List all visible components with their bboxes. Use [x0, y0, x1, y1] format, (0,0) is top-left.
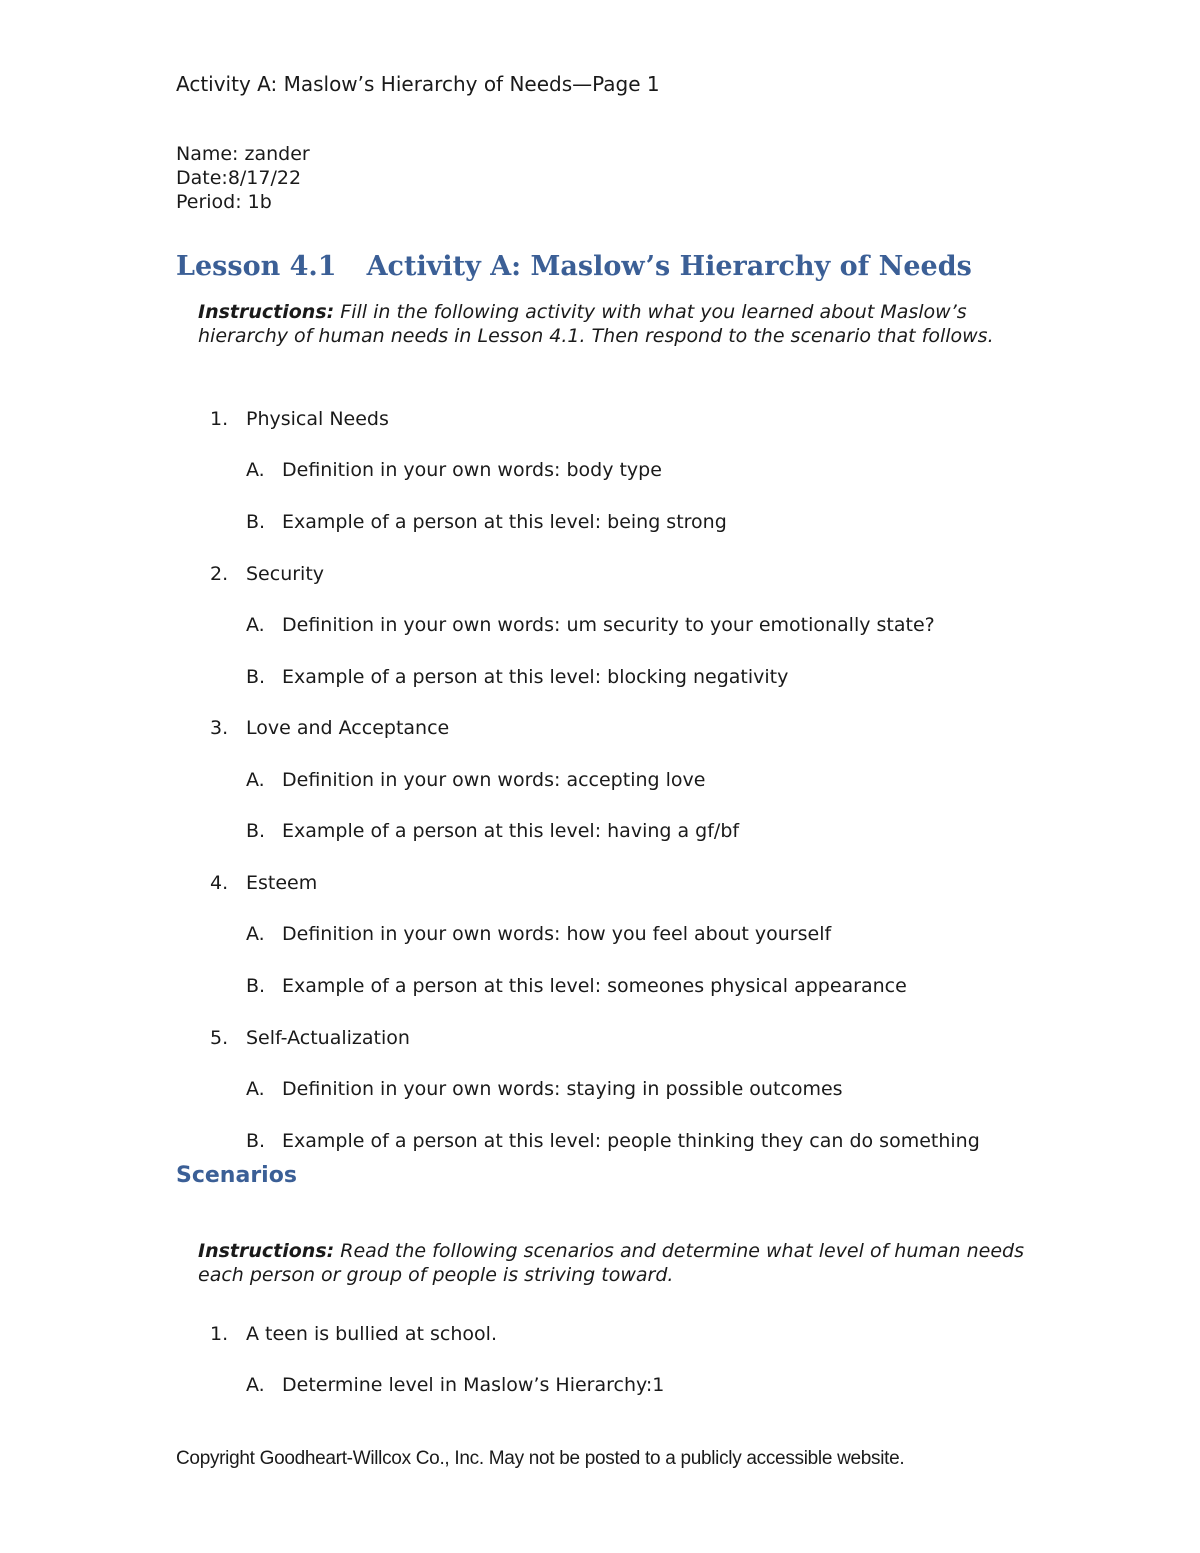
definition-answer: Definition in your own words: staying in possible outcomes	[282, 1078, 843, 1100]
need-number: 4.	[210, 872, 229, 894]
copyright-footer: Copyright Goodheart-Willcox Co., Inc. May not be posted to a publicly accessible website.	[176, 1448, 905, 1469]
definition-letter: A.	[246, 769, 265, 791]
example-letter: B.	[246, 820, 266, 842]
definition-answer: Definition in your own words: how you feel about yourself	[282, 923, 832, 945]
definition-letter: A.	[246, 1078, 265, 1100]
need-title: Esteem	[246, 872, 318, 894]
need-title: Love and Acceptance	[246, 717, 450, 739]
scenario-level-answer: Determine level in Maslow’s Hierarchy:1	[282, 1374, 665, 1396]
example-letter: B.	[246, 511, 266, 533]
date-line: Date:8/17/22	[176, 167, 302, 189]
scenario-instructions-text: Read the following scenarios and determine what level of human needs each person or group of people is striving toward.	[198, 1240, 1024, 1286]
example-letter: B.	[246, 666, 266, 688]
scenario-instructions-label: Instructions:	[198, 1240, 335, 1262]
definition-letter: A.	[246, 614, 265, 636]
scenarios-heading: Scenarios	[176, 1163, 297, 1188]
need-number: 5.	[210, 1027, 229, 1049]
example-answer: Example of a person at this level: blocking negativity	[282, 666, 789, 688]
need-number: 2.	[210, 563, 229, 585]
scenario-instructions	[198, 1239, 1028, 1287]
name-line: Name: zander	[176, 143, 310, 165]
instructions-text: Fill in the following activity with what you learned about Maslow’s hierarchy of human needs in Lesson 4.1. Then respond to the scenario that follows.	[198, 301, 994, 347]
example-letter: B.	[246, 975, 266, 997]
need-title: Physical Needs	[246, 408, 389, 430]
example-answer: Example of a person at this level: having a gf/bf	[282, 820, 740, 842]
example-answer: Example of a person at this level: someones physical appearance	[282, 975, 907, 997]
example-answer: Example of a person at this level: people thinking they can do something	[282, 1130, 980, 1152]
scenario-level-letter: A.	[246, 1374, 265, 1396]
definition-letter: A.	[246, 459, 265, 481]
scenario-text: A teen is bullied at school.	[246, 1323, 497, 1345]
definition-answer: Definition in your own words: accepting love	[282, 769, 706, 791]
need-title: Security	[246, 563, 325, 585]
need-number: 1.	[210, 408, 229, 430]
example-letter: B.	[246, 1130, 266, 1152]
definition-answer: Definition in your own words: um security to your emotionally state?	[282, 614, 935, 636]
page-header: Activity A: Maslow’s Hierarchy of Needs—Page 1	[176, 72, 660, 96]
need-number: 3.	[210, 717, 229, 739]
instructions-label: Instructions:	[198, 301, 335, 323]
scenario-number: 1.	[210, 1323, 229, 1345]
need-title: Self-Actualization	[246, 1027, 410, 1049]
instructions	[198, 300, 1028, 348]
period-line: Period: 1b	[176, 191, 272, 213]
definition-answer: Definition in your own words: body type	[282, 459, 662, 481]
lesson-title	[176, 250, 972, 284]
lesson-number: Lesson 4.1	[176, 251, 337, 282]
lesson-activity-title: Activity A: Maslow’s Hierarchy of Needs	[366, 251, 972, 282]
example-answer: Example of a person at this level: being strong	[282, 511, 727, 533]
definition-letter: A.	[246, 923, 265, 945]
